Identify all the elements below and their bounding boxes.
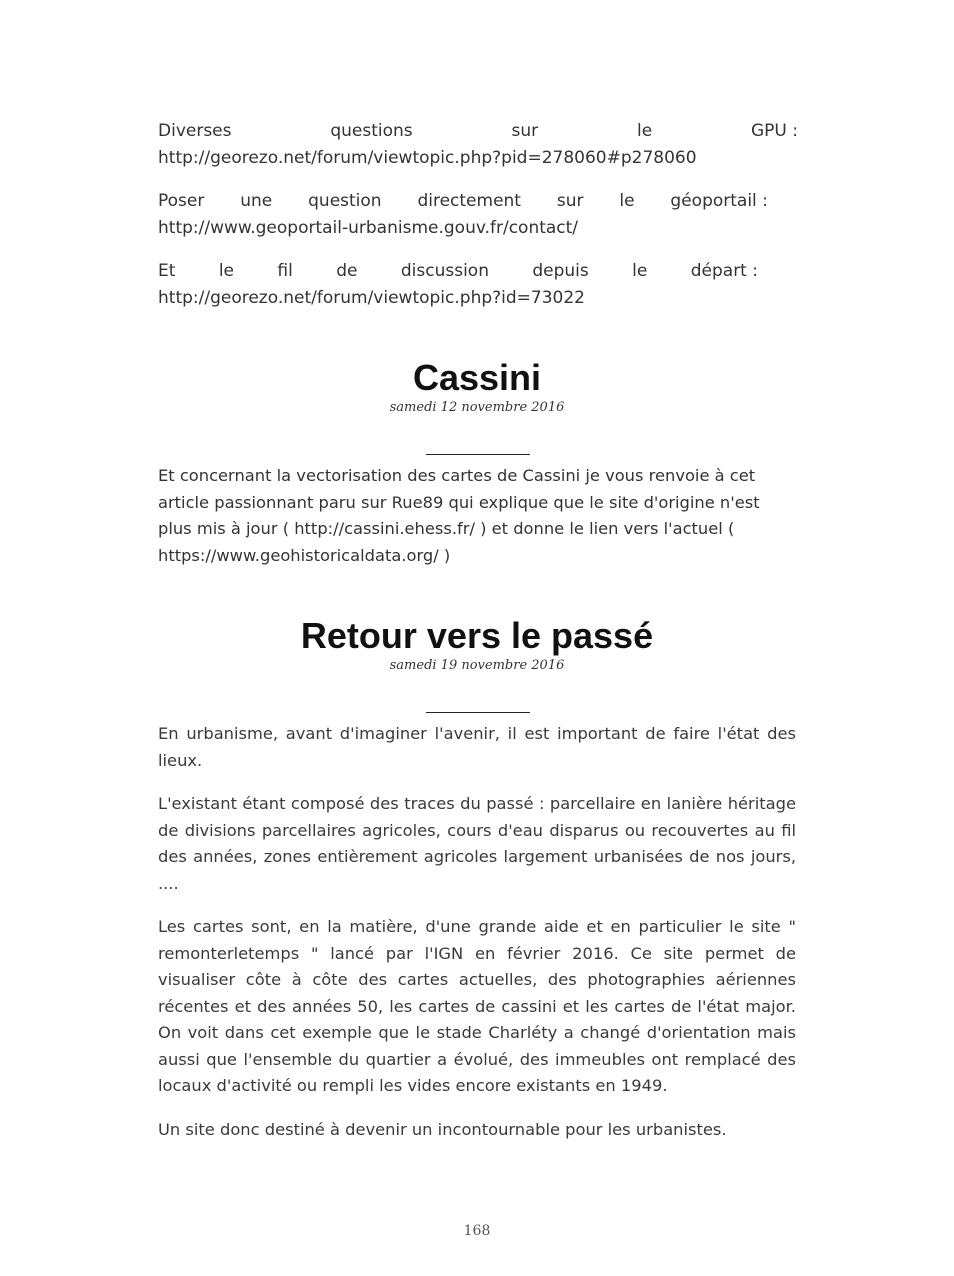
thread-paragraph: [158, 258, 758, 311]
thread-word: Et: [158, 261, 176, 281]
thread-url[interactable]: http://georezo.net/forum/viewtopic.php?id=73022: [158, 287, 585, 308]
retour-body: [158, 721, 796, 1160]
cassini-divider: [426, 454, 530, 455]
retour-paragraph: Les cartes sont, en la matière, d'une grande aide et en particulier le site " remonterletemps " lancé par l'IGN en février 2016. Ce site permet de visualiser côte à côte des cartes actuelles, des photographies aériennes récentes et des années 50, les cartes de cassini et les cartes de l'état major. On voit dans cet exemple que le stade Charléty a changé d'orientation mais aussi que l'ensemble du quartier a évolué, des immeubles ont remplacé des locaux d'activité ou rempli les vides encore existants en 1949.: [158, 917, 796, 1095]
geoportail-word: directement: [417, 191, 521, 211]
geoportail-url[interactable]: http://www.geoportail-urbanisme.gouv.fr/contact/: [158, 217, 579, 238]
gpu-word: GPU :: [751, 121, 798, 141]
gpu-word: Diverses: [158, 121, 232, 141]
thread-word: depuis: [532, 261, 589, 281]
thread-word: départ :: [690, 261, 758, 281]
geoportail-word: géoportail :: [670, 191, 768, 211]
retour-date: samedi 19 novembre 2016: [389, 658, 565, 673]
gpu-url[interactable]: http://georezo.net/forum/viewtopic.php?pid=278060#p278060: [158, 147, 697, 168]
retour-paragraph: L'existant étant composé des traces du passé : parcellaire en lanière héritage de divisions parcellaires agricoles, cours d'eau disparus ou recouvertes au fil des années, zones entièrement agricoles largement urbanisées de nos jours, ....: [158, 794, 796, 893]
geoportail-word: sur: [556, 191, 584, 211]
retour-paragraph: Un site donc destiné à devenir un incontournable pour les urbanistes.: [158, 1119, 727, 1139]
thread-word: fil: [277, 261, 293, 281]
cassini-line: article passionnant paru sur Rue89 qui explique que le site d'origine n'est: [158, 492, 760, 512]
cassini-line: plus mis à jour ( http://cassini.ehess.fr/ ) et donne le lien vers l'actuel (: [158, 519, 735, 538]
page-number: 168: [463, 1223, 491, 1239]
retour-paragraph: En urbanisme, avant d'imaginer l'avenir, il est important de faire l'état des lieux.: [158, 724, 796, 770]
cassini-title: Cassini: [412, 357, 542, 398]
thread-word: le: [632, 261, 648, 281]
geoportail-intro-line: [158, 188, 768, 215]
gpu-word: questions: [330, 121, 413, 141]
cassini-line: https://www.geohistoricaldata.org/ ): [158, 545, 451, 565]
thread-word: discussion: [400, 261, 489, 281]
retour-divider: [426, 712, 530, 713]
gpu-word: le: [636, 121, 653, 141]
geoportail-paragraph: [158, 188, 768, 241]
geoportail-word: Poser: [158, 191, 205, 211]
thread-word: de: [336, 261, 358, 281]
thread-intro-line: [158, 258, 758, 285]
geoportail-word: une: [240, 191, 273, 211]
cassini-date: samedi 12 novembre 2016: [389, 400, 565, 415]
thread-word: le: [218, 261, 234, 281]
gpu-paragraph: [158, 118, 798, 171]
geoportail-word: le: [619, 191, 635, 211]
geoportail-word: question: [308, 191, 382, 211]
cassini-line: Et concernant la vectorisation des cartes de Cassini je vous renvoie à cet: [158, 466, 756, 485]
retour-title: Retour vers le passé: [300, 615, 654, 656]
gpu-intro-line: [158, 118, 798, 145]
cassini-body: [158, 463, 804, 569]
gpu-word: sur: [511, 121, 539, 141]
